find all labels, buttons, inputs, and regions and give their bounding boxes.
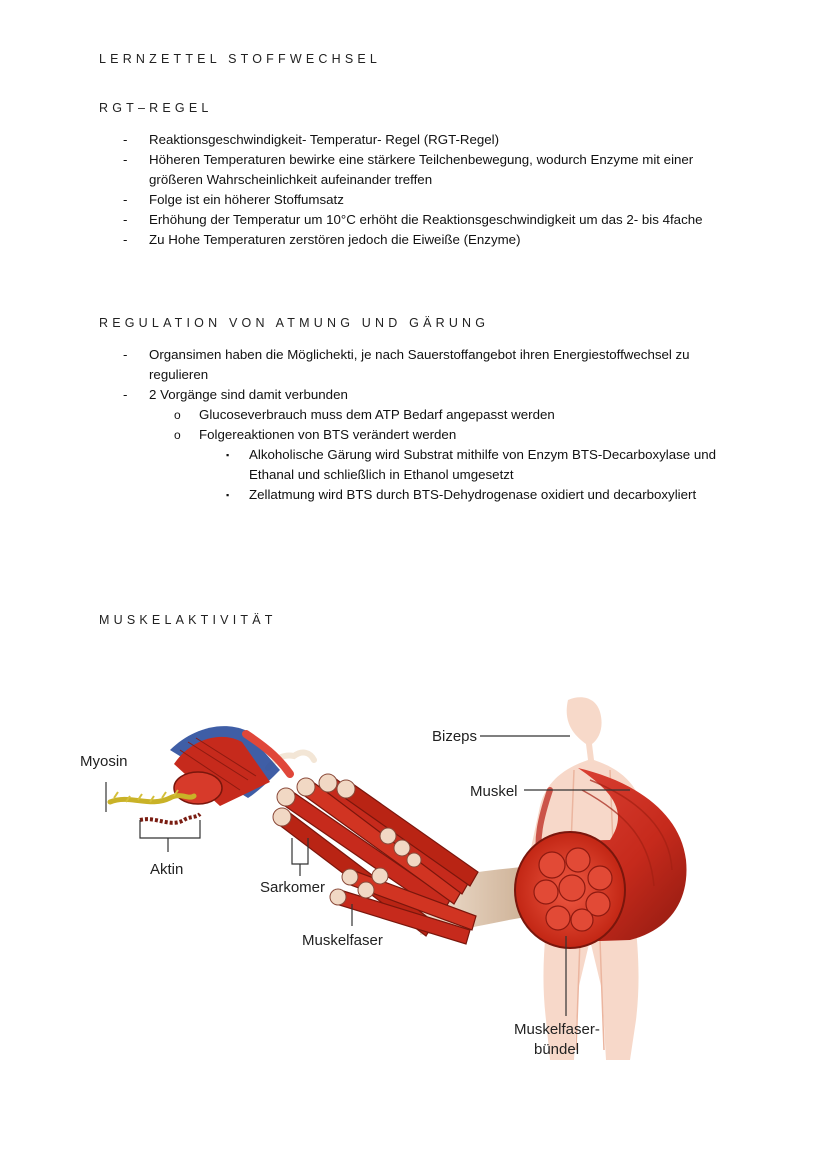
list-item: - Reaktionsgeschwindigkeit- Temperatur- Regel (RGT-Regel) — [0, 130, 749, 150]
regulation-list — [0, 345, 828, 505]
list-item: ▪ Zellatmung wird BTS durch BTS-Dehydrogenase oxidiert und decarboxyliert — [0, 485, 749, 505]
list-item: - 2 Vorgänge sind damit verbunden — [0, 385, 749, 405]
aktin-bracket — [140, 820, 200, 852]
myofibril — [170, 726, 290, 806]
label-bizeps: Bizeps — [432, 728, 478, 745]
circle-bullet: o — [174, 408, 181, 422]
list-item: o Folgereaktionen von BTS verändert werden — [0, 425, 759, 445]
fiber-bundle-cross-section — [515, 832, 625, 948]
label-aktin: Aktin — [150, 861, 184, 878]
dash-bullet: - — [123, 347, 128, 362]
circle-bullet: o — [174, 428, 181, 442]
list-item: o Glucoseverbrauch muss dem ATP Bedarf angepasst werden — [0, 405, 759, 425]
list-item: - Erhöhung der Temperatur um 10°C erhöht die Reaktionsgeschwindigkeit um das 2- bis 4fache — [0, 210, 749, 230]
dash-bullet: - — [123, 152, 128, 167]
square-bullet: ▪ — [226, 490, 230, 500]
dash-bullet: - — [123, 212, 128, 227]
list-item: - Zu Hohe Temperaturen zerstören jedoch die Eiweiße (Enzyme) — [0, 230, 749, 250]
muscle-anatomy-diagram — [70, 690, 770, 1070]
dash-bullet: - — [123, 132, 128, 147]
muscle-fibers — [268, 753, 478, 944]
actin-myosin-filaments — [110, 790, 200, 823]
label-muskel: Muskel — [470, 783, 518, 800]
dash-bullet: - — [123, 387, 128, 402]
label-myosin: Myosin — [80, 753, 128, 770]
dash-bullet: - — [123, 232, 128, 247]
document-title: LERNZETTEL STOFFWECHSEL — [99, 52, 382, 66]
list-item: - Folge ist ein höherer Stoffumsatz — [0, 190, 749, 210]
square-bullet: ▪ — [226, 450, 230, 460]
rgt-list — [0, 130, 828, 250]
label-muskelfaserbuendel-line1: Muskelfaser- — [514, 1021, 600, 1038]
dash-bullet: - — [123, 192, 128, 207]
label-sarkomer: Sarkomer — [260, 879, 326, 896]
section-heading-muskelaktivitaet: MUSKELAKTIVITÄT — [99, 613, 277, 627]
section-heading-regulation: REGULATION VON ATMUNG UND GÄRUNG — [99, 316, 490, 330]
list-item: ▪ Alkoholische Gärung wird Substrat mithilfe von Enzym BTS-Decarboxylase und Ethanal und schließlich in Ethanol umgesetzt — [226, 447, 717, 482]
section-heading-rgt: RGT–REGEL — [99, 101, 213, 115]
label-muskelfaser: Muskelfaser — [302, 932, 383, 949]
list-item: - Höheren Temperaturen bewirke eine stärkere Teilchenbewegung, wodurch Enzyme mit einer größeren Wahrscheinlichkeit aufeinander treffen — [123, 152, 694, 187]
list-item: - Organsimen haben die Möglichekti, je nach Sauerstoffangebot ihren Energiestoffwechsel zu regulieren — [123, 347, 690, 382]
label-muskelfaserbuendel-line2: bündel — [534, 1041, 580, 1058]
